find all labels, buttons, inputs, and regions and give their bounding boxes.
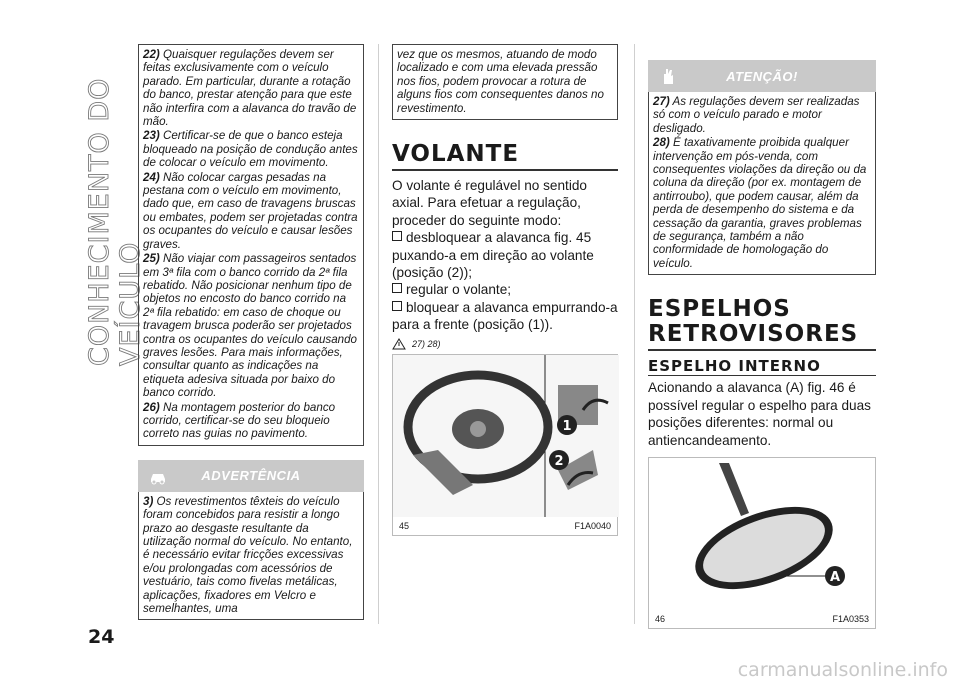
step-text: bloquear a alavanca empurrando-a para a frente (posição (1)). xyxy=(392,299,618,333)
note-item xyxy=(143,401,359,441)
note-text: Na montagem posterior do banco corrido, certificar-se do seu bloqueio correto nas guias no pavimento. xyxy=(143,400,336,441)
figure-code: F1A0040 xyxy=(574,520,611,531)
advertencia-title: ADVERTÊNCIA xyxy=(201,468,301,484)
note-item xyxy=(143,171,359,251)
column-divider xyxy=(378,44,379,624)
note-text: Não colocar cargas pesadas na pestana com o veículo em movimento, dado que, em caso de travagens bruscas ou embates, podem ser projetadas contra os ocupantes do veículo e causar lesões graves. xyxy=(143,170,358,251)
atencao-title: ATENÇÃO! xyxy=(726,68,798,84)
volante-intro: O volante é regulável no sentido axial. Para efetuar a regulação, proceder do seguinte modo: xyxy=(392,178,587,228)
figure-label-a: A xyxy=(829,569,841,585)
note-number: 26) xyxy=(143,400,160,414)
volante-step xyxy=(392,299,618,334)
figure-46 xyxy=(648,457,876,629)
step-text: desbloquear a alavanca fig. 45 puxando-a em direção ao volante (posição (2)); xyxy=(392,230,594,281)
note-item xyxy=(653,95,871,135)
advertencia-box xyxy=(138,492,364,621)
steering-wheel-illustration xyxy=(393,355,619,517)
car-warning-icon xyxy=(148,466,168,486)
espelho-body: Acionando a alavanca (A) fig. 46 é possível regular o espelho para duas posições diferentes: normal ou antiencandeamento. xyxy=(648,380,871,448)
volante-steps xyxy=(392,229,618,333)
bullet-square-icon xyxy=(392,301,402,311)
volante-step xyxy=(392,281,618,298)
subheading-espelho-interno: ESPELHO INTERNO xyxy=(648,357,876,376)
figure-45 xyxy=(392,354,618,536)
notes-box xyxy=(138,44,364,446)
note-text: Os revestimentos têxteis do veículo foram concebidos para resistir a longo prazo ao desgaste resultante da utilização normal do veículo. No entanto, é necessário evitar fricções excessivas e/ou prolongadas com acessórios de vestuário, tais como fivelas metálicas, aplicações, fixadores em Velcro e semelhantes, uma xyxy=(143,494,353,616)
watermark: carmanualsonline.info xyxy=(737,659,948,681)
column-1 xyxy=(138,44,364,620)
note-number: 27) xyxy=(653,95,670,108)
figure-code: F1A0353 xyxy=(832,613,869,624)
note-item xyxy=(143,495,359,616)
warning-triangle-icon xyxy=(392,338,406,350)
note-text: É taxativamente proibida qualquer intervenção em pós-venda, com consequentes violações da direção ou da coluna da direção (por ex. montagem de antirroubo), que podem causar, além da perda de desempenho do sistema e da cessação da garantia, graves problemas de segurança, também a não conformidade de homologação do veículo. xyxy=(653,136,867,270)
figure-label-2: 2 xyxy=(554,453,564,469)
note-references xyxy=(392,338,618,350)
atencao-box xyxy=(648,92,876,275)
note-text: Não viajar com passageiros sentados em 3ª fila com o banco corrido da 2ª fila rebatido. Não posicionar nenhum tipo de objetos no encosto do banco corrido na 2ª fila rebatido: em caso de choque ou travagem brusca poderão ser projetados contra os ocupantes do veículo causando graves lesões. Para mais informações, consultar quanto as indicações na etiqueta adesiva situada por baixo do banco corrido. xyxy=(143,252,357,400)
note-text: As regulações devem ser realizadas só com o veículo parado e motor desligado. xyxy=(653,95,860,135)
atencao-header xyxy=(648,60,876,92)
heading-volante: VOLANTE xyxy=(392,142,618,171)
note-text: Quaisquer regulações devem ser feitas exclusivamente com o veículo parado. Em particular, durante a rotação do banco, prestar atenção para que este não interfira com a alavanca do travão de mão. xyxy=(143,48,357,129)
note-number: 3) xyxy=(143,494,154,508)
column-divider xyxy=(634,44,635,624)
heading-retrovisores: RETROVISORES xyxy=(648,322,876,351)
note-item xyxy=(143,252,359,399)
reference-numbers: 27) 28) xyxy=(412,338,441,349)
bullet-square-icon xyxy=(392,231,402,241)
note-number: 23) xyxy=(143,129,160,143)
column-3 xyxy=(648,60,876,629)
note-item xyxy=(143,48,359,128)
note-number: 22) xyxy=(143,48,160,61)
section-side-title: CONHECIMENTO DO VEÍCULO xyxy=(84,77,146,366)
continued-text: vez que os mesmos, atuando de modo localizado e com uma elevada pressão nos fios, podem provocar a rotura de alguns fios com consequentes danos no revestimento. xyxy=(397,48,604,115)
figure-number: 46 xyxy=(655,613,666,624)
figure-label-1: 1 xyxy=(562,418,572,434)
note-item xyxy=(653,136,871,270)
bullet-square-icon xyxy=(392,283,402,293)
rearview-mirror-illustration xyxy=(649,458,877,608)
heading-espelhos: ESPELHOS xyxy=(648,296,791,323)
volante-step xyxy=(392,229,618,281)
page-number: 24 xyxy=(88,626,115,648)
note-number: 25) xyxy=(143,252,160,266)
figure-number: 45 xyxy=(399,520,410,531)
step-text: regular o volante; xyxy=(406,282,512,298)
note-item xyxy=(143,129,359,169)
note-text: Certificar-se de que o banco esteja bloqueado na posição de condução antes de colocar o veículo em movimento. xyxy=(143,129,358,170)
note-number: 24) xyxy=(143,170,160,184)
hand-warning-icon xyxy=(658,66,678,86)
advertencia-header xyxy=(138,460,364,492)
note-number: 28) xyxy=(653,136,670,150)
continued-warning-box xyxy=(392,44,618,120)
column-2 xyxy=(392,44,618,536)
